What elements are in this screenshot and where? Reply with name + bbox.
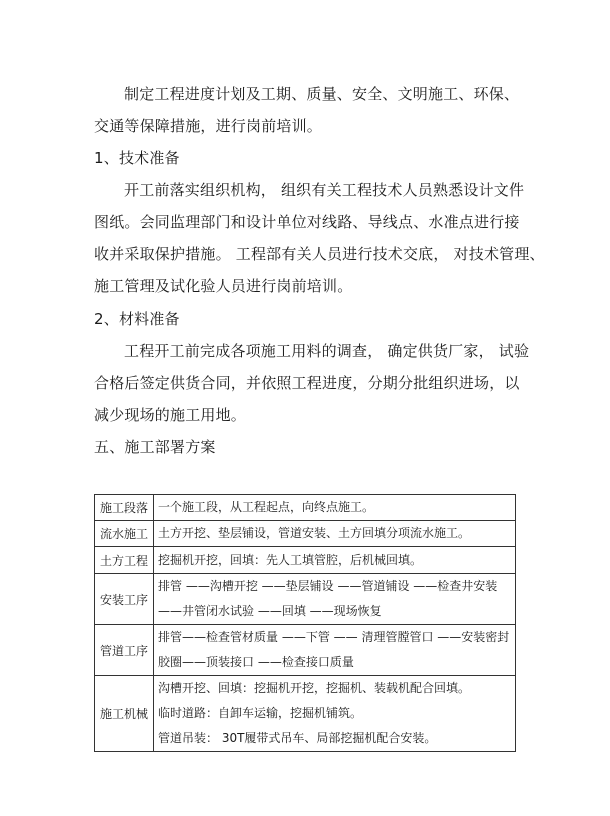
section-heading: 五、施工部署方案 xyxy=(94,438,216,456)
row-content xyxy=(154,521,516,547)
content-line: 排管 ——沟槽开挖 ——垫层铺设 ——管道铺设 ——检查井安装 xyxy=(158,579,498,593)
table-row xyxy=(95,625,516,676)
content-line: 一个施工段，从工程起点，向终点施工。 xyxy=(158,500,375,514)
paragraph-line: 减少现场的施工用地。 xyxy=(94,406,247,424)
row-content xyxy=(154,676,516,752)
row-label: 施工机械 xyxy=(95,676,154,752)
paragraph-line: 收并采取保护措施。 工程部有关人员进行技术交底， 对技术管理、 xyxy=(94,245,545,263)
row-label: 流水施工 xyxy=(95,521,154,547)
content-line: ——井管闭水试验 ——回填 ——现场恢复 xyxy=(158,604,382,618)
row-label: 管道工序 xyxy=(95,625,154,676)
table-row xyxy=(95,521,516,547)
content-line: 管道吊装： 30T履带式吊车、局部挖掘机配合安装。 xyxy=(158,731,437,745)
row-label: 安装工序 xyxy=(95,574,154,625)
content-line: 土方开挖、垫层铺设，管道安装、土方回填分项流水施工。 xyxy=(158,526,471,540)
content-line: 挖掘机开挖，回填：先人工填管腔，后机械回填。 xyxy=(158,552,423,567)
table-row xyxy=(95,495,516,521)
content-line: 沟槽开挖、回填：挖掘机开挖，挖掘机、装载机配合回填。 xyxy=(158,681,471,695)
paragraph-line: 开工前落实组织机构， 组织有关工程技术人员熟悉设计文件 xyxy=(124,181,525,199)
content-line: 胶圈——顶装接口 ——检查接口质量 xyxy=(158,655,354,669)
row-content xyxy=(154,574,516,625)
row-content xyxy=(154,495,516,521)
paragraph-line: 制定工程进度计划及工期、质量、安全、文明施工、环保、 xyxy=(124,85,520,103)
paragraph-line: 合格后签定供货合同，并依照工程进度，分期分批组织进场，以 xyxy=(94,374,520,392)
row-label: 土方工程 xyxy=(95,547,154,574)
paragraph-line: 交通等保障措施，进行岗前培训。 xyxy=(94,117,323,135)
table-row xyxy=(95,547,516,574)
section-heading: 1、技术准备 xyxy=(94,149,180,167)
content-line: 临时道路：自卸车运输，挖掘机铺筑。 xyxy=(158,706,363,720)
paragraph-line: 施工管理及试化验人员进行岗前培训。 xyxy=(94,277,353,295)
section-heading: 2、材料准备 xyxy=(94,310,180,328)
row-label: 施工段落 xyxy=(95,495,154,521)
table-row xyxy=(95,676,516,752)
row-content xyxy=(154,547,516,574)
paragraph-line: 工程开工前完成各项施工用料的调查， 确定供货厂家， 试验 xyxy=(124,342,530,360)
construction-plan-table xyxy=(94,494,516,752)
content-line: 排管——检查管材质量 ——下管 —— 清理管膛管口 ——安装密封 xyxy=(158,630,510,644)
table-row xyxy=(95,574,516,625)
row-content xyxy=(154,625,516,676)
paragraph-line: 图纸。会同监理部门和设计单位对线路、导线点、水准点进行接 xyxy=(94,213,520,231)
